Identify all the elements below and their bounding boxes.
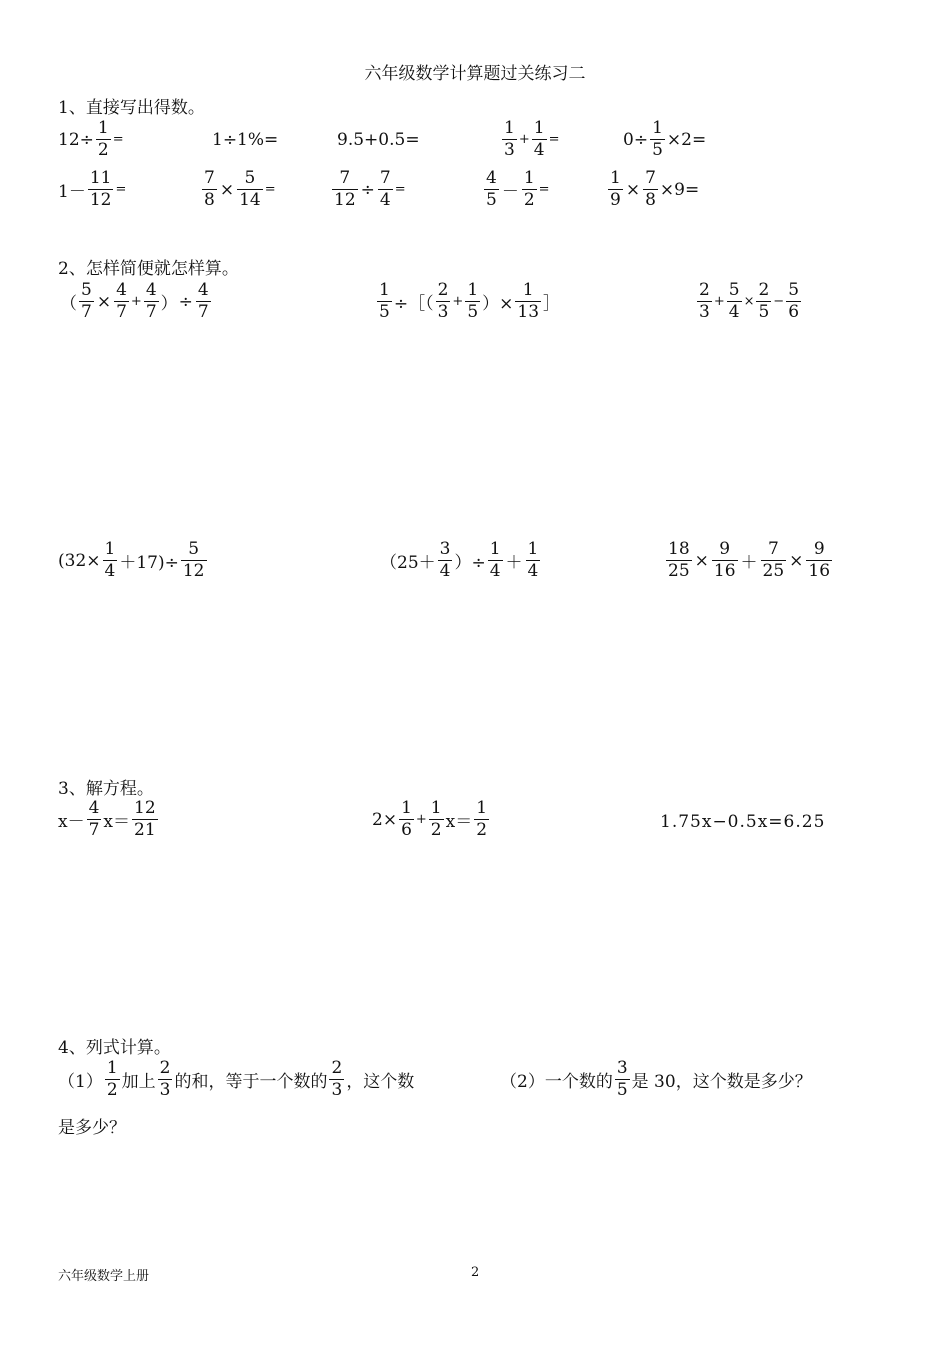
s2-p2: $\frac{1}{5}$ ÷［（ $\frac{2}{3}$ + $\frac{1}{5}$ ）× $\frac{1}{13}$ ］: [379, 280, 561, 322]
s1-r1-a: 12÷ $\frac{1}{2}$ =: [58, 118, 124, 160]
s2-p6: $\frac{18}{25}$ × $\frac{9}{16}$ ＋ $\frac{7}{25}$ × $\frac{9}{16}$: [668, 539, 831, 581]
page-title: 六年级数学计算题过关练习二: [364, 64, 586, 84]
s2-p1: （ $\frac{5}{7}$ × $\frac{4}{7}$ + $\frac{4}{7}$ ） ÷ $\frac{4}{7}$: [60, 280, 209, 322]
s1-r2-e: $\frac{1}{9}$ × $\frac{7}{8}$ ×9=: [610, 168, 700, 210]
s2-p4: (32× $\frac{1}{4}$ ＋17)÷ $\frac{5}{12}$: [58, 539, 205, 581]
s4-q2: （2）一个数的 $\frac{3}{5}$ 是 30，这个数是多少？: [500, 1058, 812, 1100]
s3-e3: 1.75x−0.5x=6.25: [660, 812, 826, 832]
s1-r2-a: 1－ $\frac{11}{12}$ =: [58, 168, 127, 210]
s1-r1-e: 0÷ $\frac{1}{5}$ ×2=: [623, 118, 707, 160]
s3-e1: x－ $\frac{4}{7}$ x＝ $\frac{12}{21}$: [58, 798, 156, 840]
section-4-heading: 4、列式计算。: [58, 1038, 171, 1058]
footer-book-title: 六年级数学上册: [58, 1269, 150, 1284]
s3-e2: 2× $\frac{1}{6}$ + $\frac{1}{2}$ x＝ $\frac{1}{2}$: [372, 798, 488, 840]
s1-r1-b: 1÷1%=: [212, 130, 279, 150]
s4-q1: （1） $\frac{1}{2}$ 加上 $\frac{2}{3}$ 的和，等于一个数的 $\frac{2}{3}$ ，这个数: [58, 1058, 415, 1100]
s2-p5: （25＋ $\frac{3}{4}$ ）÷ $\frac{1}{4}$ ＋ $\frac{1}{4}$: [380, 539, 539, 581]
s1-r2-b: $\frac{7}{8}$ × $\frac{5}{14}$ =: [204, 168, 276, 210]
section-1-heading: 1、直接写出得数。: [58, 98, 205, 118]
section-3-heading: 3、解方程。: [58, 779, 154, 799]
page-number: 2: [471, 1265, 480, 1280]
s2-p3: $\frac{2}{3}$ + $\frac{5}{4}$ × $\frac{2}{5}$ − $\frac{5}{6}$: [699, 280, 800, 322]
s1-r2-c: $\frac{7}{12}$ ÷ $\frac{7}{4}$ =: [334, 168, 406, 210]
s1-r2-d: $\frac{4}{5}$ － $\frac{1}{2}$ =: [486, 168, 550, 210]
section-2-heading: 2、怎样简便就怎样算。: [58, 259, 239, 279]
s4-q1-line2: 是多少？: [58, 1118, 126, 1138]
s1-r1-d: $\frac{1}{3}$ + $\frac{1}{4}$ =: [504, 118, 560, 160]
s1-r1-c: 9.5+0.5=: [337, 130, 420, 150]
